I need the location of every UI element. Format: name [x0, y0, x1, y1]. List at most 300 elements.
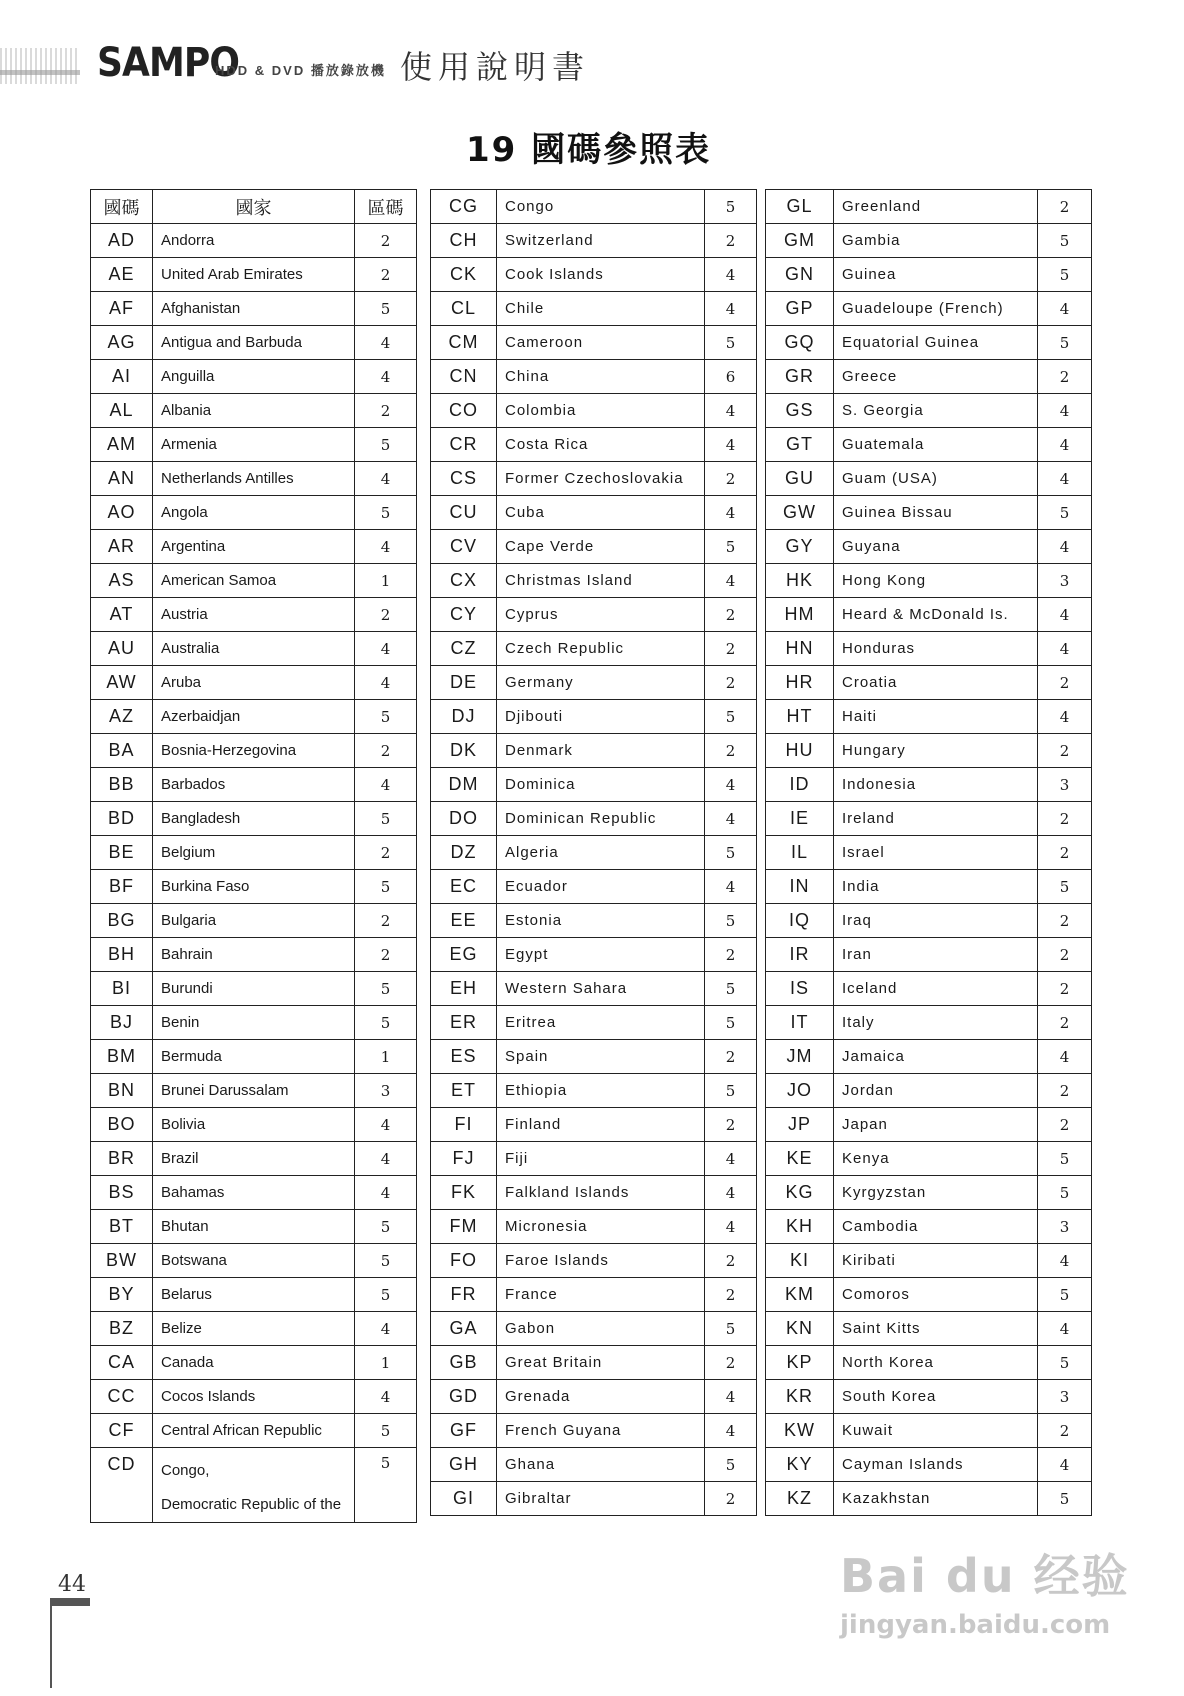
country-code: AI: [91, 360, 153, 394]
region-code: 5: [355, 1244, 417, 1278]
country-name: Bahamas: [153, 1176, 355, 1210]
country-code: FI: [431, 1108, 497, 1142]
region-code: 2: [1038, 938, 1092, 972]
region-code: 2: [1038, 190, 1092, 224]
country-code: HK: [766, 564, 834, 598]
region-code: 6: [705, 360, 757, 394]
country-name: Bahrain: [153, 938, 355, 972]
country-code: KY: [766, 1448, 834, 1482]
country-code: GN: [766, 258, 834, 292]
table-row: [91, 1312, 417, 1346]
header-country: 國家: [153, 190, 355, 224]
region-code: 4: [1038, 598, 1092, 632]
country-name: Congo: [497, 190, 705, 224]
table-row: [766, 1006, 1092, 1040]
country-name: Bulgaria: [153, 904, 355, 938]
country-code: KP: [766, 1346, 834, 1380]
country-name: Cambodia: [834, 1210, 1038, 1244]
country-code: GL: [766, 190, 834, 224]
country-code: BZ: [91, 1312, 153, 1346]
country-code: AZ: [91, 700, 153, 734]
country-name: Fiji: [497, 1142, 705, 1176]
country-code: GR: [766, 360, 834, 394]
region-code: 2: [1038, 972, 1092, 1006]
table-row: [91, 496, 417, 530]
country-code: ET: [431, 1074, 497, 1108]
table-row: [766, 972, 1092, 1006]
country-name: Austria: [153, 598, 355, 632]
country-code: GP: [766, 292, 834, 326]
country-code: ID: [766, 768, 834, 802]
country-name: Cuba: [497, 496, 705, 530]
table-row: [91, 1448, 417, 1523]
country-name: Iceland: [834, 972, 1038, 1006]
country-name: Chile: [497, 292, 705, 326]
country-name: India: [834, 870, 1038, 904]
region-code: 3: [1038, 564, 1092, 598]
region-code: 2: [355, 904, 417, 938]
region-code: 3: [1038, 768, 1092, 802]
country-name: Heard & McDonald Is.: [834, 598, 1038, 632]
country-name: Benin: [153, 1006, 355, 1040]
country-code: IN: [766, 870, 834, 904]
region-code: 2: [1038, 734, 1092, 768]
country-code: GM: [766, 224, 834, 258]
region-code: 4: [1038, 1312, 1092, 1346]
country-code: HT: [766, 700, 834, 734]
table-row: [91, 1108, 417, 1142]
manual-title: 使用說明書: [400, 48, 591, 86]
country-name: Finland: [497, 1108, 705, 1142]
table-row: [91, 1380, 417, 1414]
region-code: 4: [705, 428, 757, 462]
region-code: 2: [705, 734, 757, 768]
table-row: [91, 564, 417, 598]
country-name: Honduras: [834, 632, 1038, 666]
region-code: 4: [355, 1312, 417, 1346]
region-code: 4: [355, 530, 417, 564]
country-code: AD: [91, 224, 153, 258]
country-code: KN: [766, 1312, 834, 1346]
table-row: [431, 224, 757, 258]
region-code: 2: [1038, 836, 1092, 870]
table-row: [431, 938, 757, 972]
table-row: [766, 258, 1092, 292]
country-code: KM: [766, 1278, 834, 1312]
table-row: [91, 734, 417, 768]
country-name: Czech Republic: [497, 632, 705, 666]
country-code: CZ: [431, 632, 497, 666]
country-name: Colombia: [497, 394, 705, 428]
country-name: Kiribati: [834, 1244, 1038, 1278]
region-code: 4: [355, 1176, 417, 1210]
country-code: GI: [431, 1482, 497, 1516]
country-name: Iran: [834, 938, 1038, 972]
country-code: AM: [91, 428, 153, 462]
region-code: 5: [355, 496, 417, 530]
country-name: Ghana: [497, 1448, 705, 1482]
region-code: 1: [355, 1040, 417, 1074]
country-name: Guatemala: [834, 428, 1038, 462]
region-code: 4: [355, 1142, 417, 1176]
country-code: KI: [766, 1244, 834, 1278]
region-code: 4: [705, 1210, 757, 1244]
country-name: Azerbaidjan: [153, 700, 355, 734]
region-code: 2: [705, 1040, 757, 1074]
country-code: KG: [766, 1176, 834, 1210]
region-code: 5: [705, 836, 757, 870]
table-row: [431, 1108, 757, 1142]
country-name: Falkland Islands: [497, 1176, 705, 1210]
region-code: 5: [705, 1074, 757, 1108]
table-row: [766, 1278, 1092, 1312]
region-code: 5: [705, 1312, 757, 1346]
table-row: [766, 224, 1092, 258]
country-name: Guadeloupe (French): [834, 292, 1038, 326]
country-name: Ecuador: [497, 870, 705, 904]
table-row: [766, 1380, 1092, 1414]
country-code: KZ: [766, 1482, 834, 1516]
region-code: 4: [705, 564, 757, 598]
country-name: Antigua and Barbuda: [153, 326, 355, 360]
region-code: 4: [705, 1142, 757, 1176]
country-name: Brazil: [153, 1142, 355, 1176]
country-name: Japan: [834, 1108, 1038, 1142]
country-code: CH: [431, 224, 497, 258]
region-code: 5: [705, 972, 757, 1006]
country-name: Western Sahara: [497, 972, 705, 1006]
country-name: Eritrea: [497, 1006, 705, 1040]
country-code: CG: [431, 190, 497, 224]
table-row: [766, 1448, 1092, 1482]
region-code: 2: [705, 224, 757, 258]
country-code: JP: [766, 1108, 834, 1142]
table-row: [91, 1244, 417, 1278]
country-name: S. Georgia: [834, 394, 1038, 428]
region-code: 4: [355, 768, 417, 802]
country-name: Algeria: [497, 836, 705, 870]
country-name: Egypt: [497, 938, 705, 972]
table-row: [91, 1278, 417, 1312]
region-code: 5: [1038, 258, 1092, 292]
country-name-line-1: Congo,: [161, 1462, 210, 1479]
region-code: 3: [1038, 1380, 1092, 1414]
country-name: Micronesia: [497, 1210, 705, 1244]
region-code: 4: [705, 802, 757, 836]
region-code: 4: [355, 360, 417, 394]
table-row: [91, 1040, 417, 1074]
watermark: [840, 1540, 1140, 1660]
table-row: [91, 870, 417, 904]
country-code: BT: [91, 1210, 153, 1244]
table-row: [431, 598, 757, 632]
country-code: GF: [431, 1414, 497, 1448]
region-code: 4: [705, 394, 757, 428]
table-row: [91, 836, 417, 870]
country-code: DO: [431, 802, 497, 836]
country-code: AU: [91, 632, 153, 666]
region-code: 4: [1038, 1040, 1092, 1074]
region-code: 4: [1038, 292, 1092, 326]
country-code: EC: [431, 870, 497, 904]
region-code: 2: [1038, 1108, 1092, 1142]
region-code: 2: [705, 1108, 757, 1142]
brand-logo: SAMPO: [97, 40, 240, 86]
region-code: 4: [355, 326, 417, 360]
region-code: 5: [355, 802, 417, 836]
region-code: 2: [355, 394, 417, 428]
region-code: 5: [355, 1210, 417, 1244]
table-row: [766, 1244, 1092, 1278]
table-row: [766, 700, 1092, 734]
country-code: GB: [431, 1346, 497, 1380]
country-name: Hong Kong: [834, 564, 1038, 598]
region-code: 2: [705, 938, 757, 972]
country-code: GA: [431, 1312, 497, 1346]
country-name: Kyrgyzstan: [834, 1176, 1038, 1210]
region-code: 4: [705, 1176, 757, 1210]
country-name: Iraq: [834, 904, 1038, 938]
country-name: United Arab Emirates: [153, 258, 355, 292]
region-code: 2: [1038, 1074, 1092, 1108]
region-code: 4: [1038, 462, 1092, 496]
table-row: [431, 326, 757, 360]
country-name: Saint Kitts: [834, 1312, 1038, 1346]
country-name: Denmark: [497, 734, 705, 768]
page-number: 44: [58, 1572, 86, 1597]
country-name: Djibouti: [497, 700, 705, 734]
table-row: [766, 768, 1092, 802]
country-name: Bosnia-Herzegovina: [153, 734, 355, 768]
table-row: [431, 1244, 757, 1278]
country-name: Cameroon: [497, 326, 705, 360]
country-name: Andorra: [153, 224, 355, 258]
country-code: IE: [766, 802, 834, 836]
country-code: GY: [766, 530, 834, 564]
country-code: GS: [766, 394, 834, 428]
region-code: 2: [705, 632, 757, 666]
table-row: [766, 394, 1092, 428]
region-code: 2: [1038, 1006, 1092, 1040]
table-row: [431, 462, 757, 496]
table-row: [766, 1482, 1092, 1516]
country-name: Germany: [497, 666, 705, 700]
table-row: [431, 1074, 757, 1108]
region-code: 2: [705, 1244, 757, 1278]
country-code: CS: [431, 462, 497, 496]
table-row: [766, 1312, 1092, 1346]
region-code: 2: [705, 1278, 757, 1312]
region-code: 5: [1038, 326, 1092, 360]
country-name: France: [497, 1278, 705, 1312]
country-code: GT: [766, 428, 834, 462]
region-code: 2: [355, 224, 417, 258]
table-row: [766, 870, 1092, 904]
header-rule: [0, 70, 80, 75]
table-row: [91, 802, 417, 836]
country-code: DZ: [431, 836, 497, 870]
region-code: 4: [705, 258, 757, 292]
country-name: Kenya: [834, 1142, 1038, 1176]
table-row: [431, 496, 757, 530]
table-row: [91, 258, 417, 292]
table-row: [91, 224, 417, 258]
country-code: HR: [766, 666, 834, 700]
country-code: BW: [91, 1244, 153, 1278]
country-code: AR: [91, 530, 153, 564]
country-name: Haiti: [834, 700, 1038, 734]
table-row: [431, 258, 757, 292]
table-row: [91, 1210, 417, 1244]
country-name: Australia: [153, 632, 355, 666]
table-row: [431, 1040, 757, 1074]
country-code: AF: [91, 292, 153, 326]
region-code: 5: [705, 190, 757, 224]
country-code-table-3: [765, 189, 1092, 1516]
country-code: BO: [91, 1108, 153, 1142]
region-code: 2: [705, 1346, 757, 1380]
country-code: JM: [766, 1040, 834, 1074]
table-row: [431, 972, 757, 1006]
table-row: [431, 1414, 757, 1448]
country-code: CL: [431, 292, 497, 326]
table-row: [431, 768, 757, 802]
table-row: [91, 1176, 417, 1210]
country-code: EG: [431, 938, 497, 972]
country-name: Brunei Darussalam: [153, 1074, 355, 1108]
region-code: 4: [1038, 1244, 1092, 1278]
table-row: [91, 904, 417, 938]
table-row: [431, 1346, 757, 1380]
country-code: KH: [766, 1210, 834, 1244]
country-name: Dominican Republic: [497, 802, 705, 836]
country-name: [153, 1448, 355, 1523]
country-name: French Guyana: [497, 1414, 705, 1448]
country-name: Ireland: [834, 802, 1038, 836]
table-row: [766, 904, 1092, 938]
region-code: 5: [355, 1448, 417, 1523]
country-name: Netherlands Antilles: [153, 462, 355, 496]
table-row: [431, 1448, 757, 1482]
country-name: Guinea: [834, 258, 1038, 292]
country-code: AS: [91, 564, 153, 598]
region-code: 5: [705, 1006, 757, 1040]
country-name: North Korea: [834, 1346, 1038, 1380]
country-name: Costa Rica: [497, 428, 705, 462]
country-name: Armenia: [153, 428, 355, 462]
country-name: Croatia: [834, 666, 1038, 700]
region-code: 4: [1038, 394, 1092, 428]
region-code: 5: [355, 700, 417, 734]
country-code: BH: [91, 938, 153, 972]
country-code: KE: [766, 1142, 834, 1176]
country-code: BR: [91, 1142, 153, 1176]
country-name: Kazakhstan: [834, 1482, 1038, 1516]
region-code: 5: [1038, 870, 1092, 904]
country-name: China: [497, 360, 705, 394]
country-name: Barbados: [153, 768, 355, 802]
region-code: 5: [355, 292, 417, 326]
region-code: 2: [355, 258, 417, 292]
table-row: [766, 836, 1092, 870]
country-name: Cook Islands: [497, 258, 705, 292]
country-code: BD: [91, 802, 153, 836]
country-name: Former Czechoslovakia: [497, 462, 705, 496]
country-name: Albania: [153, 394, 355, 428]
page-title: 19 國碼參照表: [466, 130, 712, 170]
watermark-logo: Bai du 经验: [840, 1549, 1130, 1603]
country-name: Aruba: [153, 666, 355, 700]
country-name: Belarus: [153, 1278, 355, 1312]
country-name: Burundi: [153, 972, 355, 1006]
table-row: [431, 734, 757, 768]
region-code: 5: [355, 870, 417, 904]
region-code: 5: [1038, 1142, 1092, 1176]
table-row: [766, 462, 1092, 496]
country-code: AO: [91, 496, 153, 530]
country-name: Guyana: [834, 530, 1038, 564]
country-code: EE: [431, 904, 497, 938]
table-row: [91, 972, 417, 1006]
country-code: IS: [766, 972, 834, 1006]
country-code: CK: [431, 258, 497, 292]
country-code: BM: [91, 1040, 153, 1074]
table-row: [431, 1482, 757, 1516]
table-row: [431, 292, 757, 326]
table-row: [91, 292, 417, 326]
country-code: HU: [766, 734, 834, 768]
country-name: Hungary: [834, 734, 1038, 768]
country-code: CU: [431, 496, 497, 530]
country-code: AL: [91, 394, 153, 428]
country-name: American Samoa: [153, 564, 355, 598]
country-code: GH: [431, 1448, 497, 1482]
table-row: [431, 1142, 757, 1176]
country-name: Christmas Island: [497, 564, 705, 598]
country-name: Grenada: [497, 1380, 705, 1414]
table-row: [766, 530, 1092, 564]
country-code: ES: [431, 1040, 497, 1074]
region-code: 4: [705, 870, 757, 904]
table-row: [766, 1210, 1092, 1244]
table-row: [431, 1380, 757, 1414]
country-code: FO: [431, 1244, 497, 1278]
country-code: HN: [766, 632, 834, 666]
region-code: 5: [1038, 1346, 1092, 1380]
country-name: Indonesia: [834, 768, 1038, 802]
country-name: Botswana: [153, 1244, 355, 1278]
region-code: 4: [355, 462, 417, 496]
region-code: 2: [1038, 802, 1092, 836]
region-code: 5: [705, 700, 757, 734]
country-name: Cayman Islands: [834, 1448, 1038, 1482]
table-row: [766, 1108, 1092, 1142]
table-row: [431, 564, 757, 598]
watermark-url: jingyan.baidu.com: [840, 1610, 1111, 1640]
region-code: 1: [355, 1346, 417, 1380]
country-name: Estonia: [497, 904, 705, 938]
region-code: 5: [705, 326, 757, 360]
country-code: ER: [431, 1006, 497, 1040]
table-row: [91, 1006, 417, 1040]
table-row: [766, 802, 1092, 836]
region-code: 2: [355, 734, 417, 768]
region-code: 4: [705, 496, 757, 530]
table-row: [766, 666, 1092, 700]
page-margin-line: [50, 1598, 52, 1688]
table-row: [431, 1312, 757, 1346]
region-code: 4: [355, 1108, 417, 1142]
